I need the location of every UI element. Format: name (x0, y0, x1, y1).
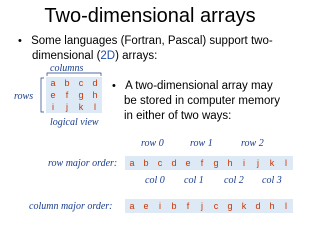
memory-cell: e (143, 201, 149, 211)
matrix-cell: c (78, 78, 84, 88)
bullet-dot: • (112, 80, 116, 92)
matrix-cell: i (52, 102, 54, 112)
logical-matrix (46, 77, 102, 113)
memory-cell: f (200, 158, 204, 168)
column-major-strip (125, 199, 293, 213)
memory-cell: h (269, 201, 275, 211)
memory-cell: k (241, 201, 247, 211)
bullet-1-highlight: 2D (100, 50, 116, 62)
memory-cell: b (171, 201, 177, 211)
memory-cell: f (186, 201, 190, 211)
matrix-cell: g (78, 90, 84, 100)
column-major-label: column major order: (29, 201, 113, 212)
row-header-1: row 1 (190, 138, 213, 149)
matrix-cell: e (50, 90, 56, 100)
memory-cell: e (185, 158, 191, 168)
matrix-cell: b (64, 78, 70, 88)
bullet-dot: • (18, 35, 22, 47)
row-major-label: row major order: (48, 158, 118, 169)
memory-cell: c (213, 201, 219, 211)
matrix-cell: j (66, 102, 68, 112)
memory-cell: l (285, 158, 287, 168)
matrix-cell: d (92, 78, 98, 88)
memory-cell: h (227, 158, 233, 168)
memory-cell: k (269, 158, 275, 168)
matrix-cell: l (94, 102, 96, 112)
col-header-0: col 0 (145, 175, 165, 186)
memory-cell: j (257, 158, 259, 168)
bullet-1-text: Some languages (Fortran, Pascal) support two- (31, 35, 273, 47)
matrix-cell: k (78, 102, 84, 112)
page-title: Two-dimensional arrays (44, 5, 256, 27)
col-header-1: col 1 (184, 175, 204, 186)
memory-cell: j (201, 201, 203, 211)
bullet-1-text-pre: dimensional ( (32, 50, 101, 62)
memory-cell: c (157, 158, 163, 168)
columns-label: columns (50, 63, 84, 74)
matrix-cell: h (92, 90, 98, 100)
bullet-1-text-post: ) arrays: (115, 50, 158, 62)
memory-cell: a (129, 201, 135, 211)
matrix-cell: a (50, 78, 56, 88)
logical-view-label: logical view (50, 117, 99, 128)
memory-cell: a (129, 158, 135, 168)
memory-cell: g (227, 201, 233, 211)
memory-cell: i (243, 158, 245, 168)
matrix-cell: f (65, 90, 69, 100)
row-header-2: row 2 (241, 138, 264, 149)
memory-cell: d (171, 158, 177, 168)
memory-cell: g (213, 158, 219, 168)
memory-cell: i (159, 201, 161, 211)
bullet-2-line-3: in either of two ways: (124, 110, 232, 122)
bullet-2-line-2: be stored in computer memory (124, 95, 280, 107)
bullet-2-text: A two-dimensional array may (125, 80, 273, 92)
row-header-0: row 0 (141, 138, 164, 149)
memory-cell: b (143, 158, 149, 168)
row-major-strip (125, 156, 293, 170)
col-header-3: col 3 (262, 175, 282, 186)
rows-label: rows (14, 91, 34, 102)
memory-cell: d (255, 201, 261, 211)
col-header-2: col 2 (224, 175, 244, 186)
memory-cell: l (285, 201, 287, 211)
